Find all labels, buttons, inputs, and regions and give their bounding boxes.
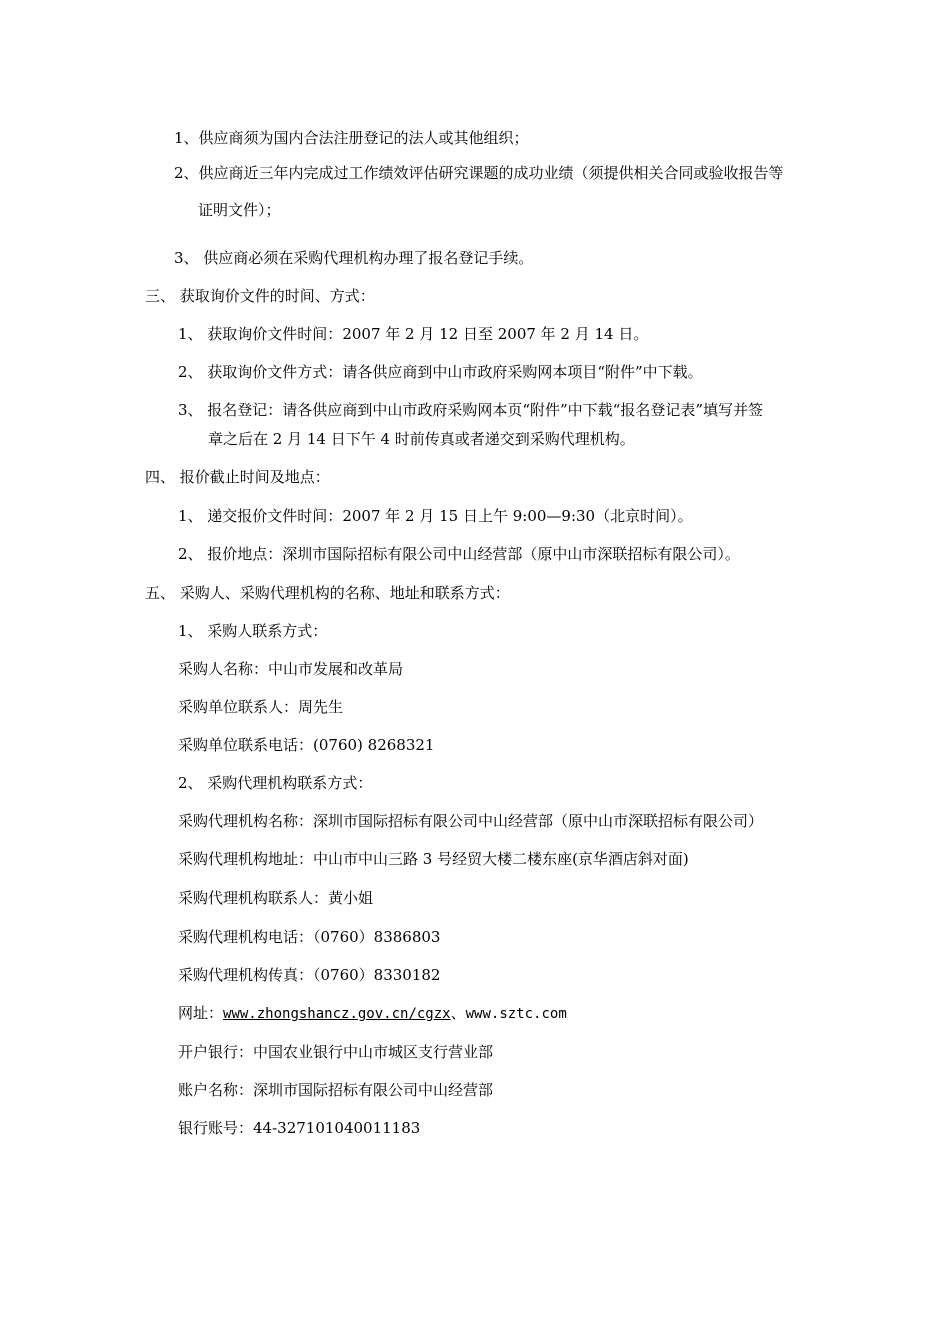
agent-name: 采购代理机构名称：深圳市国际招标有限公司中山经营部（原中山市深联招标有限公司）: [178, 812, 764, 830]
requirement-item-2-cont: 证明文件）；: [198, 201, 281, 219]
buyer-contact-person: 采购单位联系人：周先生: [178, 698, 344, 716]
section-4-item-1: 1、 递交报价文件时间：2007 年 2 月 15 日上午 9:00—9:30（北京时间）。: [178, 507, 693, 525]
agent-phone: 采购代理机构电话：（0760）8386803: [178, 928, 441, 946]
section-4-heading: 四、 报价截止时间及地点：: [145, 468, 330, 486]
section-3-item-3-cont: 章之后在 2 月 14 日下午 4 时前传真或者递交到采购代理机构。: [208, 430, 635, 448]
requirement-item-3: 3、 供应商必须在采购代理机构办理了报名登记手续。: [174, 249, 534, 267]
section-5-heading: 五、 采购人、采购代理机构的名称、地址和联系方式：: [145, 584, 510, 602]
website-line: [178, 1003, 567, 1024]
buyer-contact-heading: 1、 采购人联系方式：: [178, 622, 328, 640]
section-3-heading: 三、 获取询价文件的时间、方式：: [145, 287, 375, 305]
agent-address: 采购代理机构地址：中山市中山三路 3 号经贸大楼二楼东座(京华酒店斜对面): [178, 850, 689, 868]
website-link-sztc[interactable]: www.sztc.com: [465, 1006, 567, 1022]
buyer-name: 采购人名称：中山市发展和改革局: [178, 660, 404, 678]
bank-name: 开户银行：中国农业银行中山市城区支行营业部: [178, 1043, 494, 1061]
website-link-zhongshancz[interactable]: www.zhongshancz.gov.cn/cgzx: [223, 1006, 451, 1022]
buyer-phone: 采购单位联系电话：(0760) 8268321: [178, 736, 435, 754]
section-3-item-2: 2、 获取询价文件方式：请各供应商到中山市政府采购网本项目“附件”中下载。: [178, 363, 703, 381]
account-name: 账户名称：深圳市国际招标有限公司中山经营部: [178, 1081, 494, 1099]
website-separator: 、: [450, 1004, 466, 1022]
agent-fax: 采购代理机构传真：（0760）8330182: [178, 966, 441, 984]
website-label: 网址：: [178, 1004, 224, 1022]
agent-contact-heading: 2、 采购代理机构联系方式：: [178, 774, 373, 792]
agent-contact-person: 采购代理机构联系人：黄小姐: [178, 889, 374, 907]
section-3-item-3: 3、 报名登记：请各供应商到中山市政府采购网本页“附件”中下载“报名登记表”填写并签: [178, 401, 763, 419]
account-number: 银行账号：44-327101040011183: [178, 1119, 421, 1137]
section-4-item-2: 2、 报价地点：深圳市国际招标有限公司中山经营部（原中山市深联招标有限公司）。: [178, 545, 740, 563]
requirement-item-1: 1、供应商须为国内合法注册登记的法人或其他组织；: [174, 129, 529, 147]
section-3-item-1: 1、 获取询价文件时间：2007 年 2 月 12 日至 2007 年 2 月 14 日。: [178, 325, 649, 343]
requirement-item-2: 2、供应商近三年内完成过工作绩效评估研究课题的成功业绩（须提供相关合同或验收报告等: [174, 164, 784, 182]
